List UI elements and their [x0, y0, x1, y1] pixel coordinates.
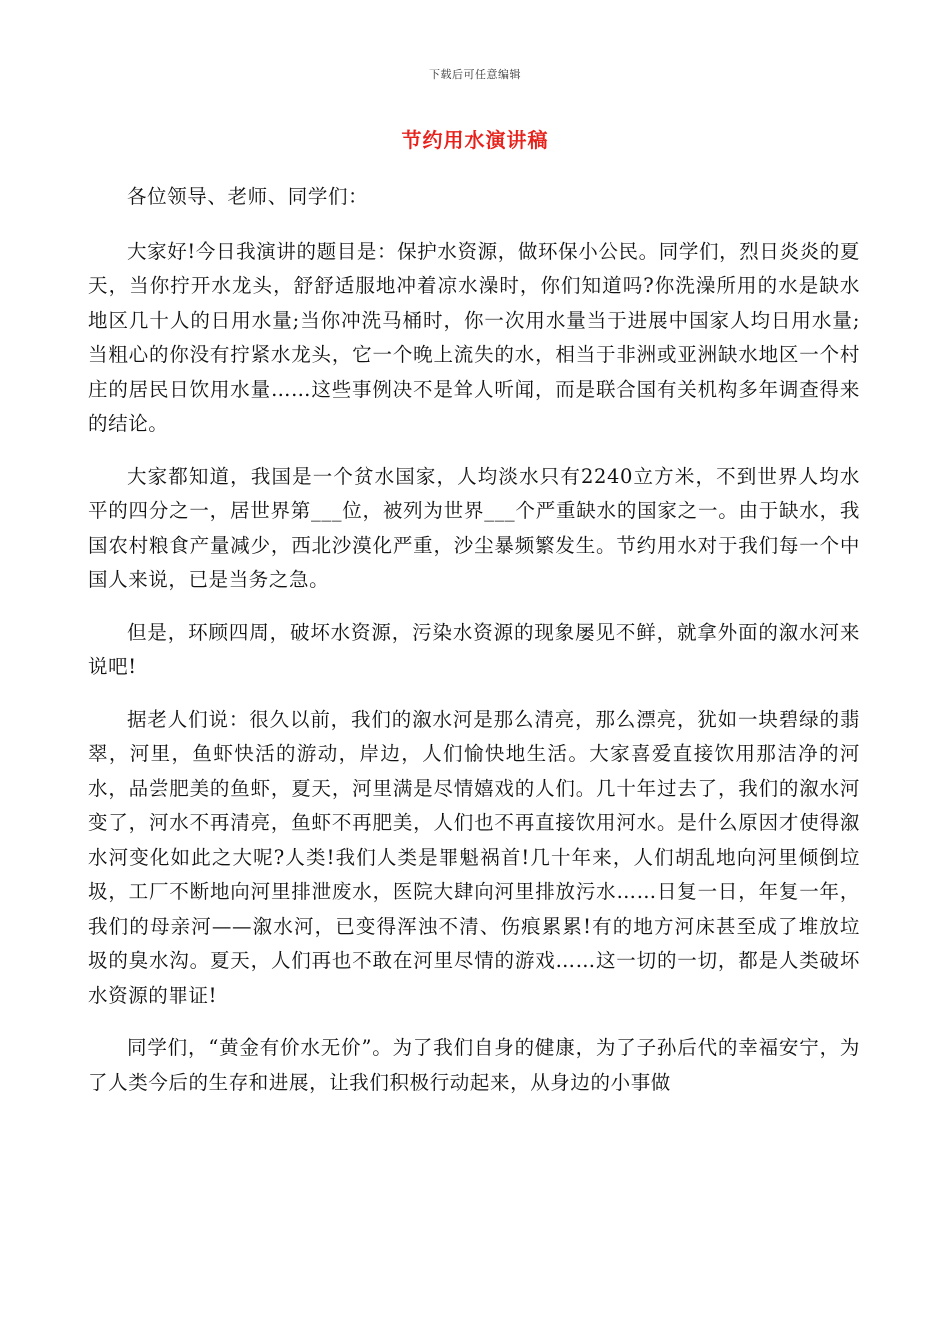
salutation: 各位领导、老师、同学们： — [127, 185, 369, 208]
paragraph-5: 同学们，“黄金有价水无价”。为了我们自身的健康，为了子孙后代的幸福安宁，为了人类今后的生存和进展，让我们积极行动起来，从身边的小事做 — [88, 1036, 860, 1094]
paragraph-2: 大家都知道，我国是一个贫水国家，人均淡水只有2240立方米，不到世界人均水平的四分之一，居世界第___位，被列为世界___个严重缺水的国家之一。由于缺水，我国农村粮食产量减少，西北沙漠化严重，沙尘暴频繁发生。节约用水对于我们每一个中国人来说，已是当务之急。 — [88, 464, 860, 591]
paragraph-1: 大家好!今日我演讲的题目是：保护水资源，做环保小公民。同学们，烈日炎炎的夏天，当你拧开水龙头，舒舒适服地冲着凉水澡时，你们知道吗?你洗澡所用的水是缺水地区几十人的日用水量;当你冲洗马桶时，你一次用水量当于进展中国家人均日用水量;当粗心的你没有拧紧水龙头，它一个晚上流失的水，相当于非洲或亚洲缺水地区一个村庄的居民日饮用水量……这些事例决不是耸人听闻，而是联合国有关机构多年调查得来的结论。 — [88, 239, 860, 435]
paragraph-3: 但是，环顾四周，破坏水资源，污染水资源的现象屡见不鲜，就拿外面的溆水河来说吧! — [88, 620, 860, 678]
header-note: 下载后可任意编辑 — [429, 68, 521, 81]
speech-body — [88, 180, 860, 1118]
document-title: 节约用水演讲稿 — [401, 128, 549, 152]
paragraph-4: 据老人们说：很久以前，我们的溆水河是那么清亮，那么漂亮，犹如一块碧绿的翡翠，河里，鱼虾快活的游动，岸边，人们愉快地生活。大家喜爱直接饮用那洁净的河水，品尝肥美的鱼虾，夏天，河里满是尽情嬉戏的人们。几十年过去了，我们的溆水河变了，河水不再清亮，鱼虾不再肥美，人们也不再直接饮用河水。是什么原因才使得溆水河变化如此之大呢?人类!我们人类是罪魁祸首!几十年来，人们胡乱地向河里倾倒垃圾，工厂不断地向河里排泄废水，医院大肆向河里排放污水……日复一日，年复一年，我们的母亲河——溆水河，已变得浑浊不清、伤痕累累!有的地方河床甚至成了堆放垃圾的臭水沟。夏天，人们再也不敢在河里尽情的游戏……这一切的一切，都是人类破坏水资源的罪证! — [88, 707, 860, 1007]
